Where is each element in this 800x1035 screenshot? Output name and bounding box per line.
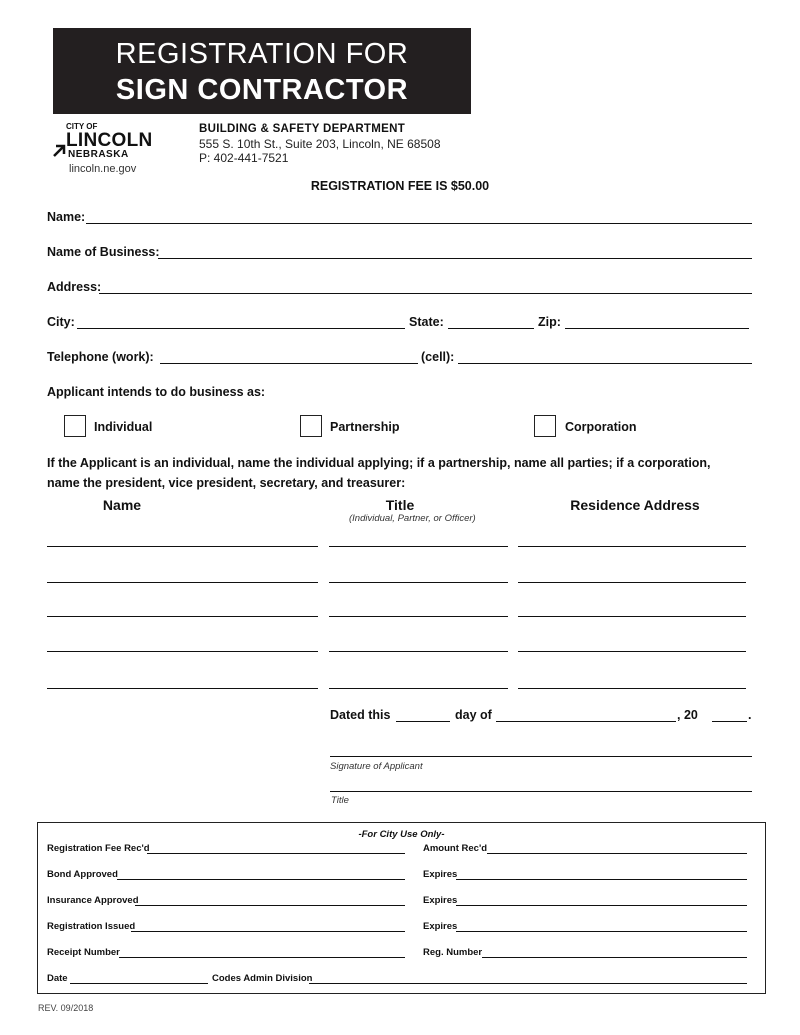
dated-year-field[interactable]	[712, 721, 747, 722]
city-use-left-label: Registration Fee Rec'd	[47, 843, 150, 854]
signature-caption: Signature of Applicant	[330, 761, 423, 772]
signature-title-caption: Title	[331, 795, 349, 806]
city-use-left-field[interactable]	[135, 905, 405, 906]
partnership-label: Partnership	[330, 420, 400, 434]
department-phone: P: 402-441-7521	[199, 151, 289, 165]
state-label: State:	[409, 315, 444, 329]
department-address: 555 S. 10th St., Suite 203, Lincoln, NE 68508	[199, 137, 441, 151]
party-name-field[interactable]	[47, 546, 318, 547]
city-use-left-field[interactable]	[147, 853, 405, 854]
city-use-date-label: Date	[47, 973, 68, 984]
city-use-left-label: Insurance Approved	[47, 895, 139, 906]
city-use-right-label: Expires	[423, 895, 458, 906]
logo-nebraska: NEBRASKA	[68, 149, 129, 160]
party-title-field[interactable]	[329, 651, 508, 652]
city-use-left-field[interactable]	[131, 931, 405, 932]
registration-fee: REGISTRATION FEE IS $50.00	[310, 179, 490, 193]
city-use-right-label: Expires	[423, 921, 458, 932]
party-title-field[interactable]	[329, 616, 508, 617]
city-use-right-field[interactable]	[456, 905, 747, 906]
signature-title-field[interactable]	[330, 791, 752, 792]
column-header-title-note: (Individual, Partner, or Officer)	[349, 513, 476, 524]
party-title-field[interactable]	[329, 688, 508, 689]
department-name: BUILDING & SAFETY DEPARTMENT	[199, 123, 406, 135]
dated-dayof-label: day of	[455, 708, 492, 722]
dated-day-field[interactable]	[396, 721, 450, 722]
party-name-field[interactable]	[47, 616, 318, 617]
city-use-left-field[interactable]	[119, 957, 405, 958]
dated-end: .	[748, 708, 752, 722]
business-field[interactable]	[158, 258, 752, 259]
party-name-field[interactable]	[47, 582, 318, 583]
state-field[interactable]	[448, 328, 534, 329]
city-use-right-field[interactable]	[482, 957, 747, 958]
individual-checkbox[interactable]	[64, 415, 86, 437]
column-header-address: Residence Address	[570, 497, 700, 513]
name-label: Name:	[47, 210, 86, 224]
business-as-prompt: Applicant intends to do business as:	[47, 385, 266, 399]
city-use-right-label: Expires	[423, 869, 458, 880]
column-header-name: Name	[102, 497, 142, 513]
zip-label: Zip:	[538, 315, 561, 329]
city-use-right-field[interactable]	[456, 879, 747, 880]
city-use-right-label: Amount Rec'd	[423, 843, 488, 854]
party-name-field[interactable]	[47, 688, 318, 689]
title-line-2: SIGN CONTRACTOR	[115, 74, 409, 106]
individual-label: Individual	[94, 420, 153, 434]
city-label: City:	[47, 315, 75, 329]
party-address-field[interactable]	[518, 616, 746, 617]
dated-year-label: , 20	[677, 708, 698, 722]
city-use-codes-field[interactable]	[309, 983, 747, 984]
party-name-field[interactable]	[47, 651, 318, 652]
party-title-field[interactable]	[329, 546, 508, 547]
address-field[interactable]	[99, 293, 752, 294]
city-use-heading: -For City Use Only-	[358, 829, 445, 840]
city-use-right-label: Reg. Number	[423, 947, 483, 958]
address-label: Address:	[47, 280, 102, 294]
signature-field[interactable]	[330, 756, 752, 757]
city-use-left-label: Receipt Number	[47, 947, 120, 958]
party-address-field[interactable]	[518, 546, 746, 547]
name-field[interactable]	[86, 223, 752, 224]
corporation-label: Corporation	[565, 420, 637, 434]
column-header-title: Title	[385, 497, 415, 513]
city-field[interactable]	[77, 328, 405, 329]
party-address-field[interactable]	[518, 582, 746, 583]
city-use-left-label: Bond Approved	[47, 869, 118, 880]
corporation-checkbox[interactable]	[534, 415, 556, 437]
title-line-1: REGISTRATION FOR	[115, 38, 409, 70]
zip-field[interactable]	[565, 328, 749, 329]
city-use-codes-label: Codes Admin Division	[212, 973, 313, 984]
revision-note: REV. 09/2018	[38, 1003, 94, 1013]
dated-label: Dated this	[330, 708, 391, 722]
party-address-field[interactable]	[518, 651, 746, 652]
logo-lincoln: LINCOLN	[66, 130, 153, 151]
city-use-left-label: Registration Issued	[47, 921, 136, 932]
party-title-field[interactable]	[329, 582, 508, 583]
party-address-field[interactable]	[518, 688, 746, 689]
dated-month-field[interactable]	[496, 721, 676, 722]
instructions-line-1: If the Applicant is an individual, name the individual applying; if a partnership, name all parties; if a corporation,	[47, 456, 711, 470]
business-label: Name of Business:	[47, 245, 160, 259]
phone-cell-field[interactable]	[458, 363, 752, 364]
phone-work-label: Telephone (work):	[47, 350, 154, 364]
phone-work-field[interactable]	[160, 363, 418, 364]
city-use-right-field[interactable]	[487, 853, 747, 854]
city-website-link[interactable]: lincoln.ne.gov	[69, 163, 137, 175]
partnership-checkbox[interactable]	[300, 415, 322, 437]
instructions-line-2: name the president, vice president, secretary, and treasurer:	[47, 476, 406, 490]
title-banner	[53, 28, 471, 114]
city-use-right-field[interactable]	[456, 931, 747, 932]
city-use-left-field[interactable]	[117, 879, 405, 880]
logo-city-of: CITY OF	[66, 122, 98, 131]
city-use-date-field[interactable]	[70, 983, 208, 984]
logo-arrow-icon	[52, 144, 66, 158]
phone-cell-label: (cell):	[421, 350, 455, 364]
